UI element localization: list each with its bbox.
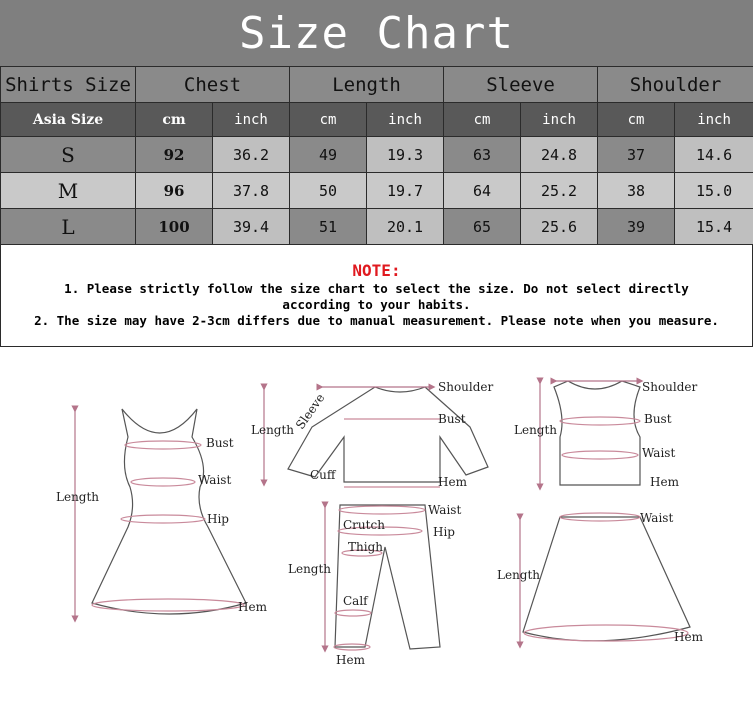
skirt-hem-label: Hem <box>674 630 703 644</box>
table-row <box>1 137 753 173</box>
sleeve-cm-cell: 64 <box>444 173 521 209</box>
table-subheader-row <box>1 103 753 137</box>
length-cm-cell: 50 <box>290 173 367 209</box>
note-title: NOTE: <box>352 261 401 280</box>
size-table <box>0 66 753 245</box>
tank-bust-label: Bust <box>644 412 672 426</box>
chest-inch-cell: 39.4 <box>213 209 290 245</box>
shirt-cuff-label: Cuff <box>310 468 336 482</box>
shoulder-cm-cell: 39 <box>598 209 675 245</box>
note-line-2: 2. The size may have 2-3cm differs due to manual measurement. Please note when you measure. <box>34 313 719 328</box>
tank-waist-label: Waist <box>642 446 676 460</box>
shirt-hem-label: Hem <box>438 475 467 489</box>
header-shirts-size: Shirts Size <box>1 67 136 103</box>
size-cell: S <box>1 137 136 173</box>
pants-hem-label: Hem <box>336 653 365 667</box>
chest-inch-cell: 36.2 <box>213 137 290 173</box>
sleeve-inch-cell: 24.8 <box>521 137 598 173</box>
shirt-length-label: Length <box>251 423 295 437</box>
header-sleeve: Sleeve <box>444 67 598 103</box>
dress-hem-label: Hem <box>238 600 267 614</box>
subheader-inch: inch <box>675 103 753 137</box>
chest-inch-cell: 37.8 <box>213 173 290 209</box>
shoulder-inch-cell: 15.0 <box>675 173 753 209</box>
shoulder-cm-cell: 38 <box>598 173 675 209</box>
dress-bust-label: Bust <box>206 436 234 450</box>
measurement-diagrams <box>0 347 753 704</box>
dress-waist-label: Waist <box>198 473 232 487</box>
chest-cm-cell: 100 <box>136 209 213 245</box>
length-cm-cell: 51 <box>290 209 367 245</box>
length-inch-cell: 20.1 <box>367 209 444 245</box>
shirt-shoulder-label: Shoulder <box>438 380 494 394</box>
page-title: Size Chart <box>0 0 753 66</box>
size-cell: L <box>1 209 136 245</box>
chest-cm-cell: 92 <box>136 137 213 173</box>
header-chest: Chest <box>136 67 290 103</box>
shoulder-inch-cell: 14.6 <box>675 137 753 173</box>
shirt-diagram <box>264 387 488 487</box>
tank-length-label: Length <box>514 423 558 437</box>
subheader-cm: cm <box>444 103 521 137</box>
header-shoulder: Shoulder <box>598 67 753 103</box>
sleeve-inch-cell: 25.2 <box>521 173 598 209</box>
sleeve-inch-cell: 25.6 <box>521 209 598 245</box>
note-line-1b: according to your habits. <box>282 297 471 312</box>
length-inch-cell: 19.7 <box>367 173 444 209</box>
length-cm-cell: 49 <box>290 137 367 173</box>
chest-cm-cell: 96 <box>136 173 213 209</box>
size-cell: M <box>1 173 136 209</box>
header-length: Length <box>290 67 444 103</box>
pants-waist-label: Waist <box>428 503 462 517</box>
pants-length-label: Length <box>288 562 332 576</box>
skirt-diagram <box>520 513 690 645</box>
pants-thigh-label: Thigh <box>348 540 383 554</box>
subheader-inch: inch <box>213 103 290 137</box>
shoulder-cm-cell: 37 <box>598 137 675 173</box>
dress-hip-label: Hip <box>207 512 229 526</box>
shirt-sleeve-label: Sleeve <box>292 390 328 432</box>
subheader-inch: inch <box>521 103 598 137</box>
subheader-cm: cm <box>290 103 367 137</box>
pants-calf-label: Calf <box>343 594 368 608</box>
table-row <box>1 173 753 209</box>
skirt-length-label: Length <box>497 568 541 582</box>
skirt-waist-label: Waist <box>640 511 674 525</box>
sleeve-cm-cell: 63 <box>444 137 521 173</box>
tank-shoulder-label: Shoulder <box>642 380 698 394</box>
tank-hem-label: Hem <box>650 475 679 489</box>
table-row <box>1 209 753 245</box>
dress-length-label: Length <box>56 490 100 504</box>
table-header-row <box>1 67 753 103</box>
shirt-bust-label: Bust <box>438 412 466 426</box>
note-box <box>0 244 753 347</box>
subheader-asia-size: Asia Size <box>1 103 136 137</box>
subheader-cm: cm <box>136 103 213 137</box>
subheader-cm: cm <box>598 103 675 137</box>
sleeve-cm-cell: 65 <box>444 209 521 245</box>
length-inch-cell: 19.3 <box>367 137 444 173</box>
pants-hip-label: Hip <box>433 525 455 539</box>
subheader-inch: inch <box>367 103 444 137</box>
shoulder-inch-cell: 15.4 <box>675 209 753 245</box>
note-line-1: 1. Please strictly follow the size chart to select the size. Do not select directly <box>64 281 689 296</box>
pants-crutch-label: Crutch <box>343 518 385 532</box>
